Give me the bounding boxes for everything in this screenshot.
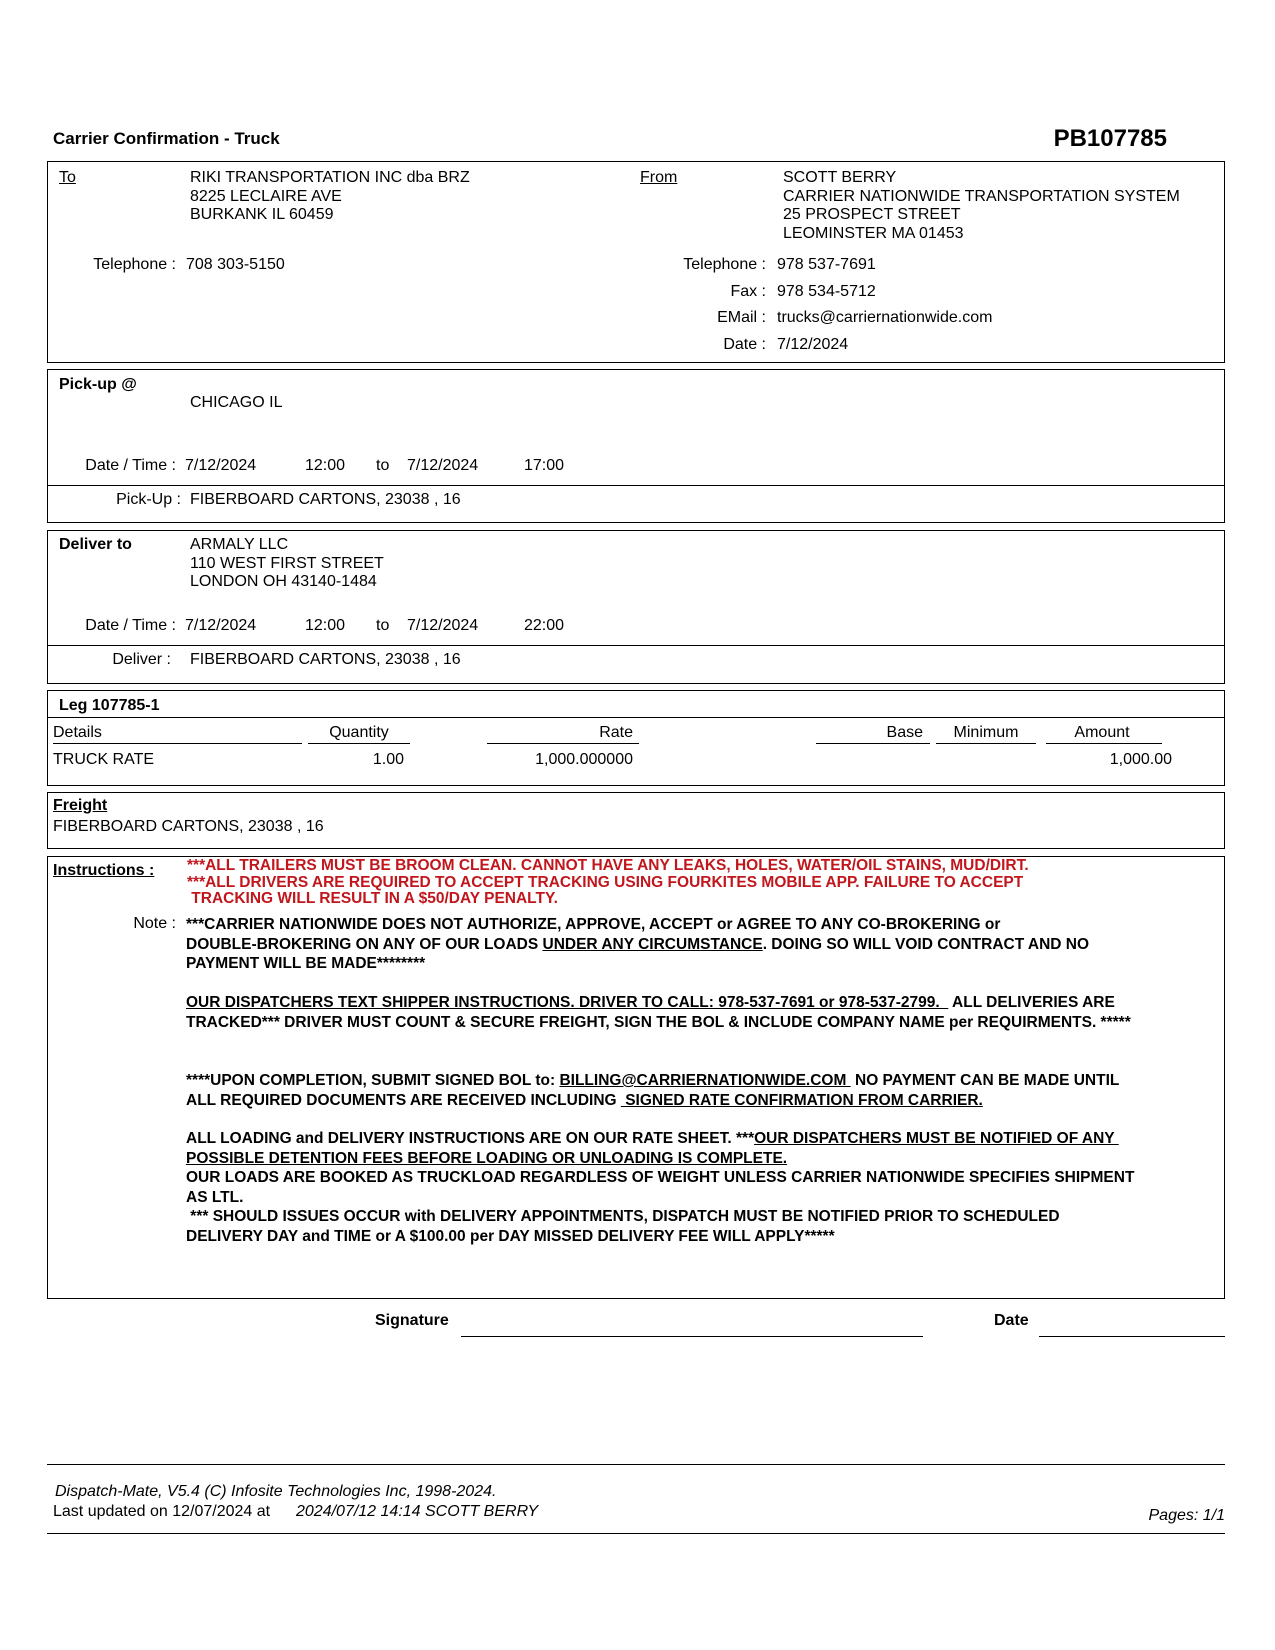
to-telephone-label: Telephone : xyxy=(93,256,176,273)
note-paragraph-3 xyxy=(186,1071,1119,1110)
delivery-to-word: to xyxy=(376,617,390,634)
note-text: NO PAYMENT CAN BE MADE UNTIL xyxy=(850,1072,1120,1089)
pickup-start-date: 7/12/2024 xyxy=(185,457,257,474)
pickup-label: Pick-up @ xyxy=(59,376,137,393)
col-details: Details xyxy=(53,724,102,741)
delivery-end-date: 7/12/2024 xyxy=(407,617,479,634)
row-rate: 1,000.000000 xyxy=(535,751,633,768)
signature-label: Signature xyxy=(375,1312,449,1329)
red-instructions xyxy=(187,858,1029,908)
footer-bottom-rule xyxy=(47,1533,1225,1534)
note-line xyxy=(186,1129,1134,1149)
red-line: TRACKING WILL RESULT IN A $50/DAY PENALTY. xyxy=(187,890,558,907)
row-amount: 1,000.00 xyxy=(1109,751,1172,768)
note-line xyxy=(186,993,1131,1013)
from-date-label: Date : xyxy=(723,336,766,353)
note-line xyxy=(186,1091,1119,1111)
footer-last-updated: Last updated on 12/07/2024 at xyxy=(53,1503,271,1520)
col-base: Base xyxy=(886,724,923,741)
note-line: ***CARRIER NATIONWIDE DOES NOT AUTHORIZE, APPROVE, ACCEPT or AGREE TO ANY CO-BROKERING or xyxy=(186,916,1001,933)
note-text: DOUBLE-BROKERING ON ANY OF OUR LOADS xyxy=(186,935,543,953)
delivery-address xyxy=(190,536,384,592)
from-telephone-label: Telephone : xyxy=(683,256,766,273)
pickup-location: CHICAGO IL xyxy=(190,394,283,411)
instructions-label: Instructions : xyxy=(53,862,155,879)
to-label: To xyxy=(59,169,76,186)
note-line: PAYMENT WILL BE MADE******** xyxy=(186,955,426,972)
note-text: ALL LOADING and DELIVERY INSTRUCTIONS ARE ON OUR RATE SHEET. *** xyxy=(186,1130,755,1147)
pickup-start-time: 12:00 xyxy=(305,457,346,474)
delivery-line: ARMALY LLC xyxy=(190,536,289,553)
delivery-item: FIBERBOARD CARTONS, 23038 , 16 xyxy=(190,651,461,668)
freight-label: Freight xyxy=(53,797,108,814)
note-underlined: OUR DISPATCHERS TEXT SHIPPER INSTRUCTIONS. DRIVER TO CALL: 978-537-7691 or 978-537-2799. xyxy=(186,994,949,1011)
note-underlined: OUR DISPATCHERS MUST BE NOTIFIED OF ANY xyxy=(754,1130,1119,1147)
col-quantity-rule xyxy=(308,743,410,744)
col-base-rule xyxy=(816,743,930,744)
col-quantity: Quantity xyxy=(329,724,389,741)
note-paragraph-4 xyxy=(186,1129,1134,1246)
note-paragraph-2 xyxy=(186,993,1131,1032)
note-line xyxy=(186,1071,1119,1091)
from-telephone: 978 537-7691 xyxy=(777,256,876,273)
from-label: From xyxy=(640,169,678,186)
footer-top-rule xyxy=(47,1464,1225,1465)
leg-divider xyxy=(47,717,1225,718)
red-line: ***ALL DRIVERS ARE REQUIRED TO ACCEPT TRACKING USING FOURKITES MOBILE APP. FAILURE TO ACCEPT xyxy=(187,873,1024,891)
col-minimum-rule xyxy=(936,743,1036,744)
pickup-datetime-label: Date / Time : xyxy=(85,457,176,474)
note-text: ****UPON COMPLETION, SUBMIT SIGNED BOL to: xyxy=(186,1072,560,1089)
to-telephone: 708 303-5150 xyxy=(186,256,285,273)
note-line: POSSIBLE DETENTION FEES BEFORE LOADING OR UNLOADING IS COMPLETE. xyxy=(186,1149,788,1167)
delivery-end-time: 22:00 xyxy=(524,617,565,634)
col-amount-rule xyxy=(1046,743,1162,744)
note-line: *** SHOULD ISSUES OCCUR with DELIVERY APPOINTMENTS, DISPATCH MUST BE NOTIFIED PRIOR TO SCHEDULED xyxy=(186,1208,1060,1225)
from-line: LEOMINSTER MA 01453 xyxy=(783,224,964,242)
note-paragraph-1 xyxy=(186,915,1089,974)
from-email: trucks@carriernationwide.com xyxy=(777,309,993,326)
col-rate: Rate xyxy=(599,724,633,741)
pickup-end-time: 17:00 xyxy=(524,457,565,474)
note-text: . DOING SO WILL VOID CONTRACT AND NO xyxy=(762,935,1090,953)
delivery-start-date: 7/12/2024 xyxy=(185,617,257,634)
delivery-datetime-label: Date / Time : xyxy=(85,617,176,634)
from-line: 25 PROSPECT STREET xyxy=(783,206,961,223)
pickup-divider xyxy=(47,485,1225,486)
to-address xyxy=(190,169,470,225)
pickup-item: FIBERBOARD CARTONS, 23038 , 16 xyxy=(190,491,461,508)
row-quantity: 1.00 xyxy=(372,751,404,768)
from-address xyxy=(783,169,1180,243)
note-underlined: SIGNED RATE CONFIRMATION FROM CARRIER. xyxy=(620,1091,983,1109)
row-details: TRUCK RATE xyxy=(53,751,155,768)
to-line: RIKI TRANSPORTATION INC dba BRZ xyxy=(190,169,470,186)
to-line: BURKANK IL 60459 xyxy=(190,206,334,223)
document-title: Carrier Confirmation - Truck xyxy=(53,129,280,148)
from-line: CARRIER NATIONWIDE TRANSPORTATION SYSTEM xyxy=(783,187,1180,205)
from-date: 7/12/2024 xyxy=(777,336,849,353)
note-text: ALL REQUIRED DOCUMENTS ARE RECEIVED INCLUDING xyxy=(186,1091,621,1109)
billing-email: BILLING@CARRIERNATIONWIDE.COM xyxy=(559,1072,851,1089)
pickup-end-date: 7/12/2024 xyxy=(407,457,479,474)
note-line: DELIVERY DAY and TIME or A $100.00 per DAY MISSED DELIVERY FEE WILL APPLY***** xyxy=(186,1227,835,1245)
from-email-label: EMail : xyxy=(717,309,766,326)
col-amount: Amount xyxy=(1074,724,1130,741)
delivery-line: 110 WEST FIRST STREET xyxy=(190,554,384,572)
freight-text: FIBERBOARD CARTONS, 23038 , 16 xyxy=(53,818,324,835)
signature-date-line[interactable] xyxy=(1039,1336,1225,1337)
col-rate-rule xyxy=(487,743,639,744)
note-line: AS LTL. xyxy=(186,1188,244,1206)
delivery-start-time: 12:00 xyxy=(305,617,346,634)
col-details-rule xyxy=(53,743,302,744)
footer-updated-by: 2024/07/12 14:14 SCOTT BERRY xyxy=(296,1503,539,1520)
footer-pages: Pages: 1/1 xyxy=(1148,1507,1225,1524)
note-line: TRACKED*** DRIVER MUST COUNT & SECURE FREIGHT, SIGN THE BOL & INCLUDE COMPANY NAME per REQUIRMENTS. ***** xyxy=(186,1013,1131,1031)
pickup-item-label: Pick-Up : xyxy=(116,491,181,508)
signature-date-label: Date xyxy=(994,1312,1029,1329)
delivery-line: LONDON OH 43140-1484 xyxy=(190,573,377,590)
note-line: OUR LOADS ARE BOOKED AS TRUCKLOAD REGARDLESS OF WEIGHT UNLESS CARRIER NATIONWIDE SPECIFIES SHIPMENT xyxy=(186,1169,1135,1186)
signature-line[interactable] xyxy=(461,1336,923,1337)
col-minimum: Minimum xyxy=(953,724,1019,741)
leg-label: Leg 107785-1 xyxy=(59,697,160,714)
note-label: Note : xyxy=(133,915,176,932)
pickup-to-word: to xyxy=(376,457,390,474)
from-fax: 978 534-5712 xyxy=(777,283,876,300)
note-line xyxy=(186,935,1089,955)
note-text: ALL DELIVERIES ARE xyxy=(948,994,1115,1011)
from-line: SCOTT BERRY xyxy=(783,169,897,186)
note-underlined: UNDER ANY CIRCUMSTANCE xyxy=(542,935,763,953)
document-number: PB107785 xyxy=(1053,125,1167,152)
delivery-item-label: Deliver : xyxy=(112,651,171,668)
delivery-label: Deliver to xyxy=(59,536,132,553)
red-line: ***ALL TRAILERS MUST BE BROOM CLEAN. CANNOT HAVE ANY LEAKS, HOLES, WATER/OIL STAINS, MUD/DIRT. xyxy=(187,857,1029,874)
delivery-divider xyxy=(47,645,1225,646)
from-fax-label: Fax : xyxy=(730,283,766,300)
to-line: 8225 LECLAIRE AVE xyxy=(190,187,342,205)
footer-copyright: Dispatch-Mate, V5.4 (C) Infosite Technologies Inc, 1998-2024. xyxy=(55,1483,497,1500)
